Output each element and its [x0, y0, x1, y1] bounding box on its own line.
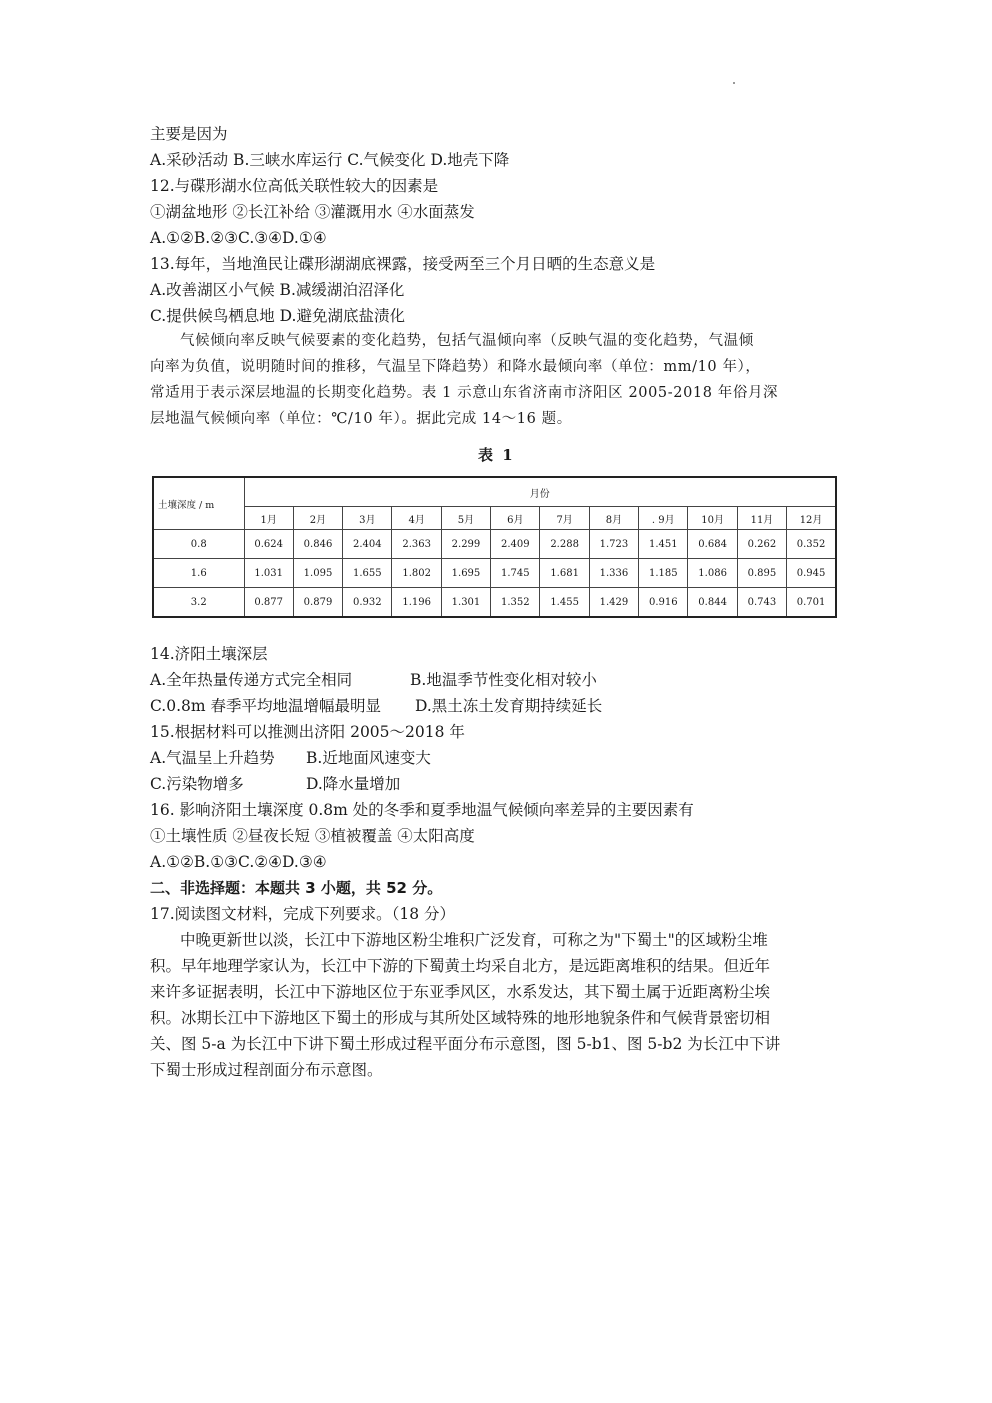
q13-stem: 13.每年，当地渔民让碟形湖湖底裸露，接受两至三个月日晒的生态意义是 — [150, 255, 656, 273]
soil-temperature-table — [152, 476, 837, 618]
month-header: 10月 — [688, 507, 737, 530]
value-cell: 2.404 — [343, 530, 392, 559]
value-cell: 0.846 — [293, 530, 342, 559]
value-cell: 0.916 — [639, 588, 688, 618]
value-cell: 1.723 — [589, 530, 638, 559]
value-cell: 0.352 — [787, 530, 836, 559]
material-line-2: 向率为负值，说明随时间的推移，气温呈下降趋势）和降水最倾向率（单位：mm/10 年）， — [150, 359, 761, 375]
month-header: 7月 — [540, 507, 589, 530]
value-cell: 2.363 — [392, 530, 441, 559]
month-header: 8月 — [589, 507, 638, 530]
material-line-3: 常适用于表示深层地温的长期变化趋势。表 1 示意山东省济南市济阳区 2005-2018 年俗月深 — [150, 385, 779, 401]
material-line-1: 气候倾向率反映气候要素的变化趋势，包括气温倾向率（反映气温的变化趋势，气温倾 — [180, 333, 754, 349]
q15-option-a: A.气温呈上升趋势 — [150, 749, 275, 767]
q12-options: A.①②B.②③C.③④D.①④ — [150, 229, 327, 247]
q16-options: A.①②B.①③C.②④D.③④ — [150, 853, 327, 871]
scan-speck — [733, 82, 735, 84]
value-cell: 0.684 — [688, 530, 737, 559]
q14-option-c: C.0.8m 春季平均地温增幅最明显 — [150, 697, 382, 715]
q17-para-line-2: 积。早年地理学家认为，长江中下游的下蜀黄土均采自北方，是远距离堆积的结果。但近年 — [150, 957, 771, 975]
value-cell: 1.455 — [540, 588, 589, 618]
value-cell: 2.409 — [491, 530, 540, 559]
value-cell: 1.031 — [244, 559, 293, 588]
section-2-heading: 二、非选择题：本题共 3 小题，共 52 分。 — [150, 879, 443, 897]
q15-option-d: D.降水量增加 — [306, 775, 401, 793]
table-caption: 表 1 — [478, 446, 515, 464]
q16-stem: 16. 影响济阳土壤深度 0.8m 处的冬季和夏季地温气候倾向率差异的主要因素有 — [150, 801, 694, 819]
value-cell: 2.288 — [540, 530, 589, 559]
q12-items: ①湖盆地形 ②长江补给 ③灌溉用水 ④水面蒸发 — [150, 203, 475, 221]
month-header: 3月 — [343, 507, 392, 530]
value-cell: 1.301 — [441, 588, 490, 618]
month-header: 4月 — [392, 507, 441, 530]
q14-option-d: D.黑土冻土发育期持续延长 — [415, 697, 603, 715]
q17-stem: 17.阅读图文材料，完成下列要求。（18 分） — [150, 905, 456, 923]
table-row — [153, 530, 836, 559]
value-cell: 1.095 — [293, 559, 342, 588]
value-cell: 1.745 — [491, 559, 540, 588]
value-cell: 1.802 — [392, 559, 441, 588]
value-cell: 0.879 — [293, 588, 342, 618]
value-cell: 0.743 — [737, 588, 786, 618]
q15-option-c: C.污染物增多 — [150, 775, 244, 793]
value-cell: 1.429 — [589, 588, 638, 618]
value-cell: 0.701 — [787, 588, 836, 618]
q14-option-a: A.全年热量传递方式完全相同 — [150, 671, 353, 689]
q13-options-2: C.提供候鸟栖息地 D.避免湖底盐渍化 — [150, 307, 405, 325]
month-header: 2月 — [293, 507, 342, 530]
value-cell: 0.844 — [688, 588, 737, 618]
q13-options-1: A.改善湖区小气候 B.减缓湖泊沼泽化 — [150, 281, 405, 299]
month-group-label: 月份 — [244, 477, 836, 507]
month-header: 12月 — [787, 507, 836, 530]
value-cell: 0.895 — [737, 559, 786, 588]
q17-para-line-4: 积。冰期长江中下游地区下蜀土的形成与其所处区域特殊的地形地貌条件和气候背景密切相 — [150, 1009, 771, 1027]
value-cell: 2.299 — [441, 530, 490, 559]
table-row — [153, 588, 836, 618]
value-cell: 1.681 — [540, 559, 589, 588]
month-header-row — [153, 507, 836, 530]
q16-items: ①土壤性质 ②昼夜长短 ③植被覆盖 ④太阳高度 — [150, 827, 475, 845]
q17-para-line-1: 中晚更新世以淡，长江中下游地区粉尘堆积广泛发育，可称之为"下蜀土"的区域粉尘堆 — [180, 931, 768, 949]
depth-cell: 0.8 — [153, 530, 244, 559]
q14-option-b: B.地温季节性变化相对较小 — [410, 671, 597, 689]
month-header: . 9月 — [639, 507, 688, 530]
q11-tail: 主要是因为 — [150, 125, 228, 143]
q17-para-line-6: 下蜀士形成过程剖面分布示意图。 — [150, 1061, 383, 1079]
month-header: 5月 — [441, 507, 490, 530]
depth-cell: 3.2 — [153, 588, 244, 618]
q14-stem: 14.济阳土壤深层 — [150, 645, 268, 663]
month-header: 1月 — [244, 507, 293, 530]
value-cell: 0.262 — [737, 530, 786, 559]
value-cell: 1.695 — [441, 559, 490, 588]
value-cell: 1.185 — [639, 559, 688, 588]
month-header: 11月 — [737, 507, 786, 530]
q11-options: A.采砂活动 B.三峡水库运行 C.气候变化 D.地壳下降 — [150, 151, 510, 169]
value-cell: 1.655 — [343, 559, 392, 588]
q17-para-line-5: 关、图 5-a 为长江中下讲下蜀土形成过程平面分布示意图，图 5-b1、图 5-b2 为长江中下讲 — [150, 1035, 781, 1053]
material-line-4: 层地温气候倾向率（单位：℃/10 年）。据此完成 14～16 题。 — [150, 411, 572, 427]
value-cell: 1.336 — [589, 559, 638, 588]
table-row — [153, 559, 836, 588]
month-header: 6月 — [491, 507, 540, 530]
q15-option-b: B.近地面风速变大 — [306, 749, 431, 767]
value-cell: 0.945 — [787, 559, 836, 588]
value-cell: 0.932 — [343, 588, 392, 618]
value-cell: 1.196 — [392, 588, 441, 618]
value-cell: 1.352 — [491, 588, 540, 618]
value-cell: 0.877 — [244, 588, 293, 618]
q12-stem: 12.与碟形湖水位高低关联性较大的因素是 — [150, 177, 439, 195]
value-cell: 0.624 — [244, 530, 293, 559]
depth-cell: 1.6 — [153, 559, 244, 588]
value-cell: 1.086 — [688, 559, 737, 588]
value-cell: 1.451 — [639, 530, 688, 559]
table-corner-label: 土壤深度 / m — [153, 477, 244, 530]
q17-para-line-3: 来许多证据表明，长江中下游地区位于东亚季风区，水系发达，其下蜀土属于近距离粉尘埃 — [150, 983, 771, 1001]
q15-stem: 15.根据材料可以推测出济阳 2005～2018 年 — [150, 723, 465, 741]
